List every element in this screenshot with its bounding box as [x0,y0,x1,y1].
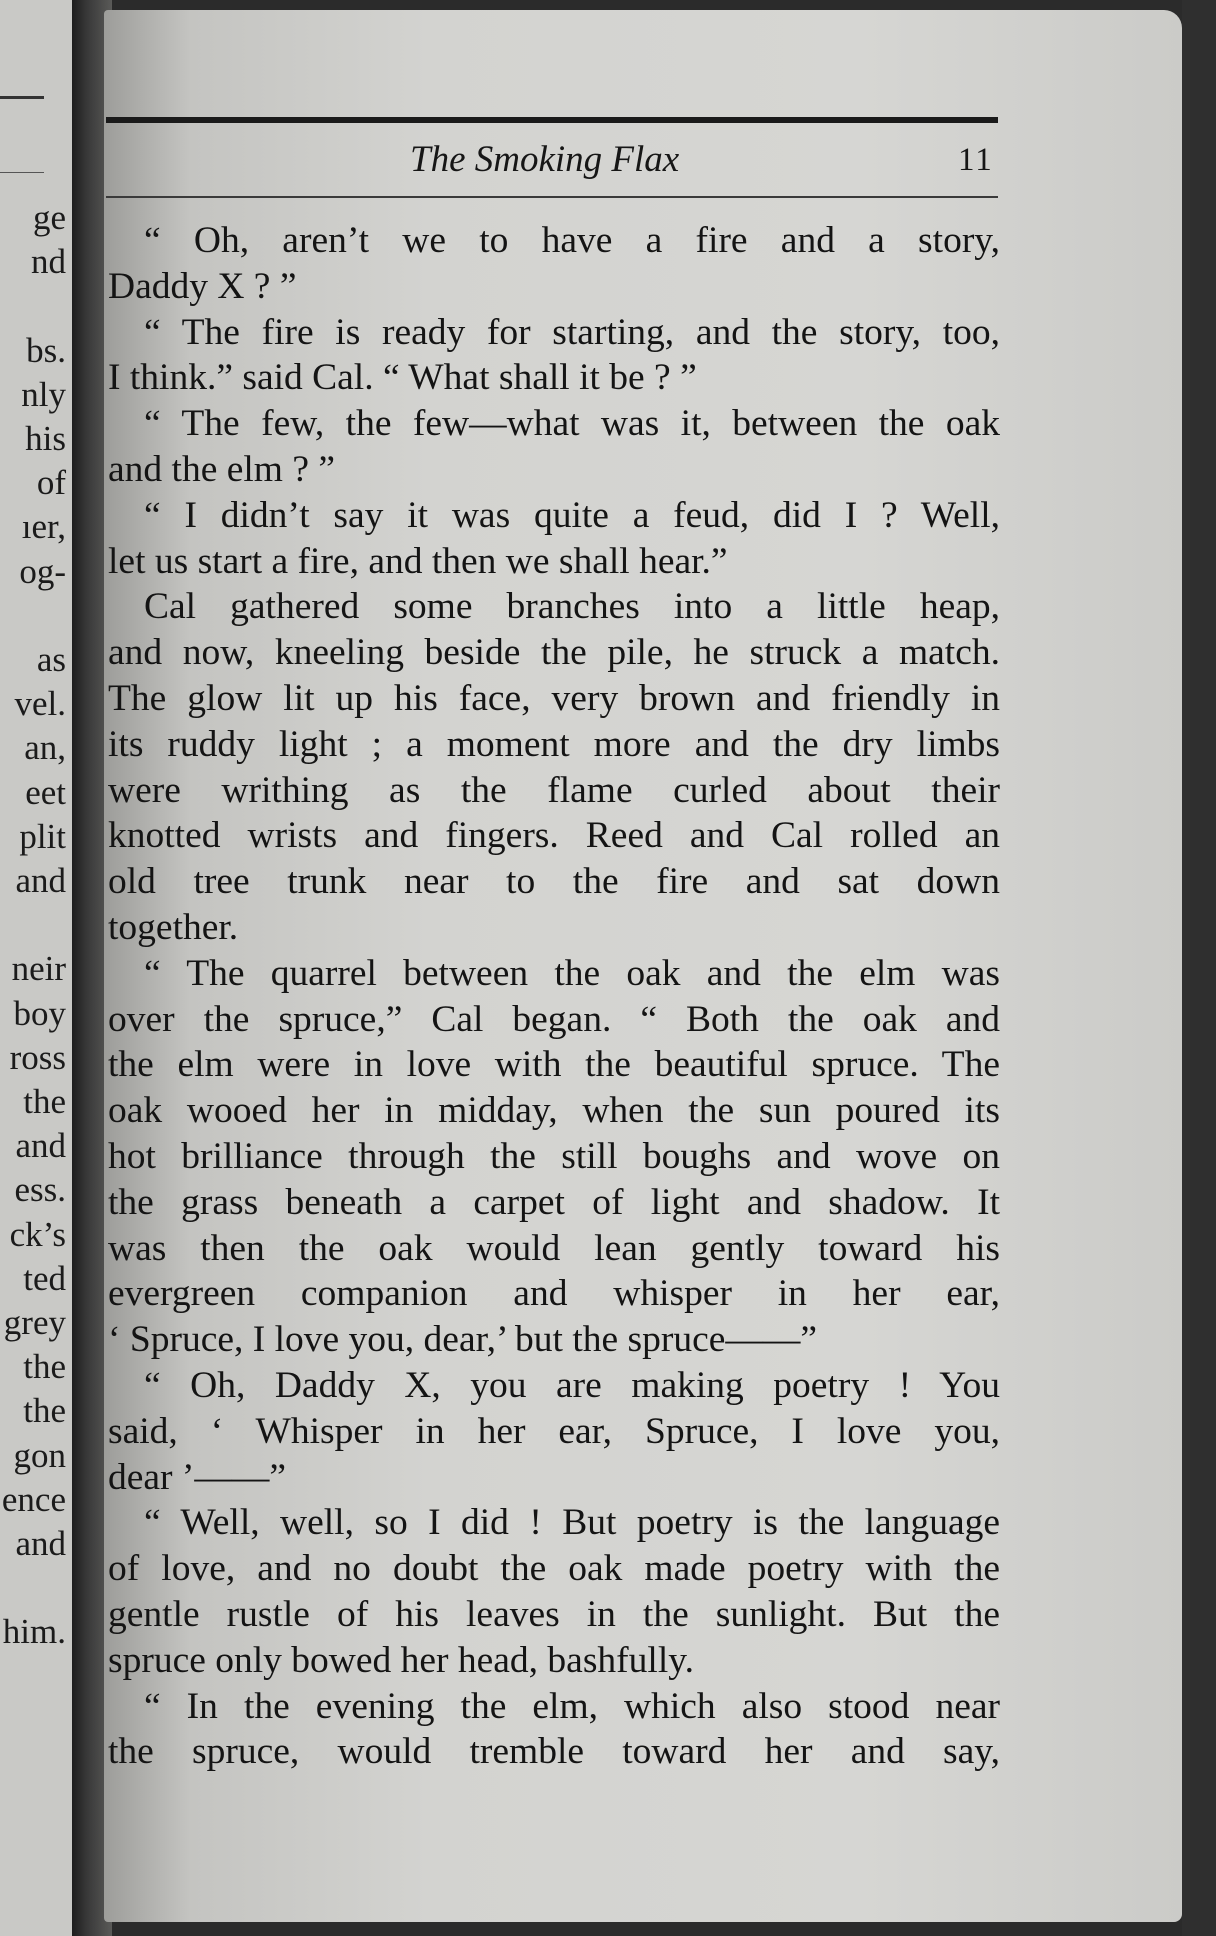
facing-page-fragment: and [15,861,66,900]
text-line: said, ‘ Whisper in her ear, Spruce, I love you, [108,1410,1000,1452]
text-line: were writhing as the flame curled about their [108,769,1000,811]
facing-page-fragment: ted [23,1258,66,1298]
facing-page-fragment: plit [19,816,66,856]
facing-page-fragment: grey [3,1303,66,1342]
facing-page-fragment: an, [24,728,66,768]
body-text [108,218,1000,1775]
facing-page-fragment: vel. [14,684,66,724]
header-rule-bottom [106,196,998,198]
text-line: of love, and no doubt the oak made poetry with the [108,1548,1000,1590]
text-line: The glow lit up his face, very brown and friendly in [108,677,1000,719]
text-line: its ruddy light ; a moment more and the dry limbs [108,723,1000,765]
text-line: dear ’——” [108,1456,287,1498]
facing-page-fragment: ess. [14,1170,66,1210]
text-line: “ The few, the few—what was it, between the oak [144,403,1000,445]
facing-page-fragment: bs. [26,330,66,370]
text-line: Daddy X ? ” [108,265,297,307]
facing-page-rule-thin [0,172,44,173]
facing-page-edge [0,0,72,1936]
text-line: “ The fire is ready for starting, and the story, too, [144,311,1000,353]
text-line: “ Oh, Daddy X, you are making poetry ! You [144,1364,1000,1406]
facing-page-fragment: eet [25,772,66,812]
facing-page-fragment: ge [32,198,66,237]
facing-page-fragment: the [23,1391,66,1431]
text-line: old tree trunk near to the fire and sat down [108,861,1000,903]
text-line: together. [108,906,239,948]
facing-page-fragment: the [23,1082,66,1121]
text-line: over the spruce,” Cal began. “ Both the oak and [108,998,1000,1040]
facing-page-fragment: nd [31,242,66,282]
text-line: “ The quarrel between the oak and the elm was [144,952,1000,994]
facing-page-fragment: ence [1,1479,66,1519]
background-edge [1182,0,1216,1936]
text-line: let us start a fire, and then we shall hear.” [108,540,728,582]
text-line: ‘ Spruce, I love you, dear,’ but the spruce——” [108,1319,818,1361]
facing-page-fragment: the [23,1347,66,1387]
text-line: “ In the evening the elm, which also stood near [144,1685,1000,1727]
text-line: the elm were in love with the beautiful spruce. The [108,1044,1000,1086]
text-line: gentle rustle of his leaves in the sunlight. But the [108,1593,1000,1635]
facing-page-fragment: gon [13,1435,66,1475]
facing-page-fragment: ross [9,1037,66,1077]
facing-page-fragment: neir [11,949,66,989]
text-line: oak wooed her in midday, when the sun poured its [108,1090,1000,1132]
text-line: was then the oak would lean gently toward his [108,1227,1000,1269]
text-line: and the elm ? ” [108,448,335,490]
facing-page-rule [0,96,44,99]
page-number: 11 [958,142,994,178]
facing-page-fragment: and [15,1126,66,1166]
facing-page-fragment: his [25,419,66,458]
text-line: hot brilliance through the still boughs and wove on [108,1135,1000,1177]
facing-page-fragment: og- [19,551,66,591]
text-line: “ Well, well, so I did ! But poetry is the language [144,1502,1000,1544]
text-line: “ Oh, aren’t we to have a fire and a story, [144,220,1000,261]
text-line: spruce only bowed her head, bashfully. [108,1639,694,1681]
text-line: the grass beneath a carpet of light and shadow. It [108,1181,1000,1223]
facing-page-fragment: ck’s [9,1214,66,1254]
text-line: and now, kneeling beside the pile, he struck a match. [108,632,1000,674]
facing-page-fragment: nly [21,374,66,414]
facing-page-fragment: him. [2,1612,66,1652]
facing-page-fragment: of [36,463,66,503]
text-line: knotted wrists and fingers. Reed and Cal rolled an [108,815,1000,857]
text-line: evergreen companion and whisper in her ear, [108,1273,1000,1315]
header-rule-top [106,117,998,123]
running-title: The Smoking Flax [410,139,680,180]
text-line: Cal gathered some branches into a little heap, [144,586,1000,628]
facing-page-fragment: ıer, [21,507,66,547]
text-line: “ I didn’t say it was quite a feud, did I ? Well, [144,494,1000,536]
facing-page-fragment: and [15,1524,66,1563]
text-line: the spruce, would tremble toward her and say, [108,1731,1000,1773]
facing-page-fragment: boy [13,993,66,1033]
text-line: I think.” said Cal. “ What shall it be ? ” [108,357,697,399]
facing-page-fragment: as [36,640,66,679]
